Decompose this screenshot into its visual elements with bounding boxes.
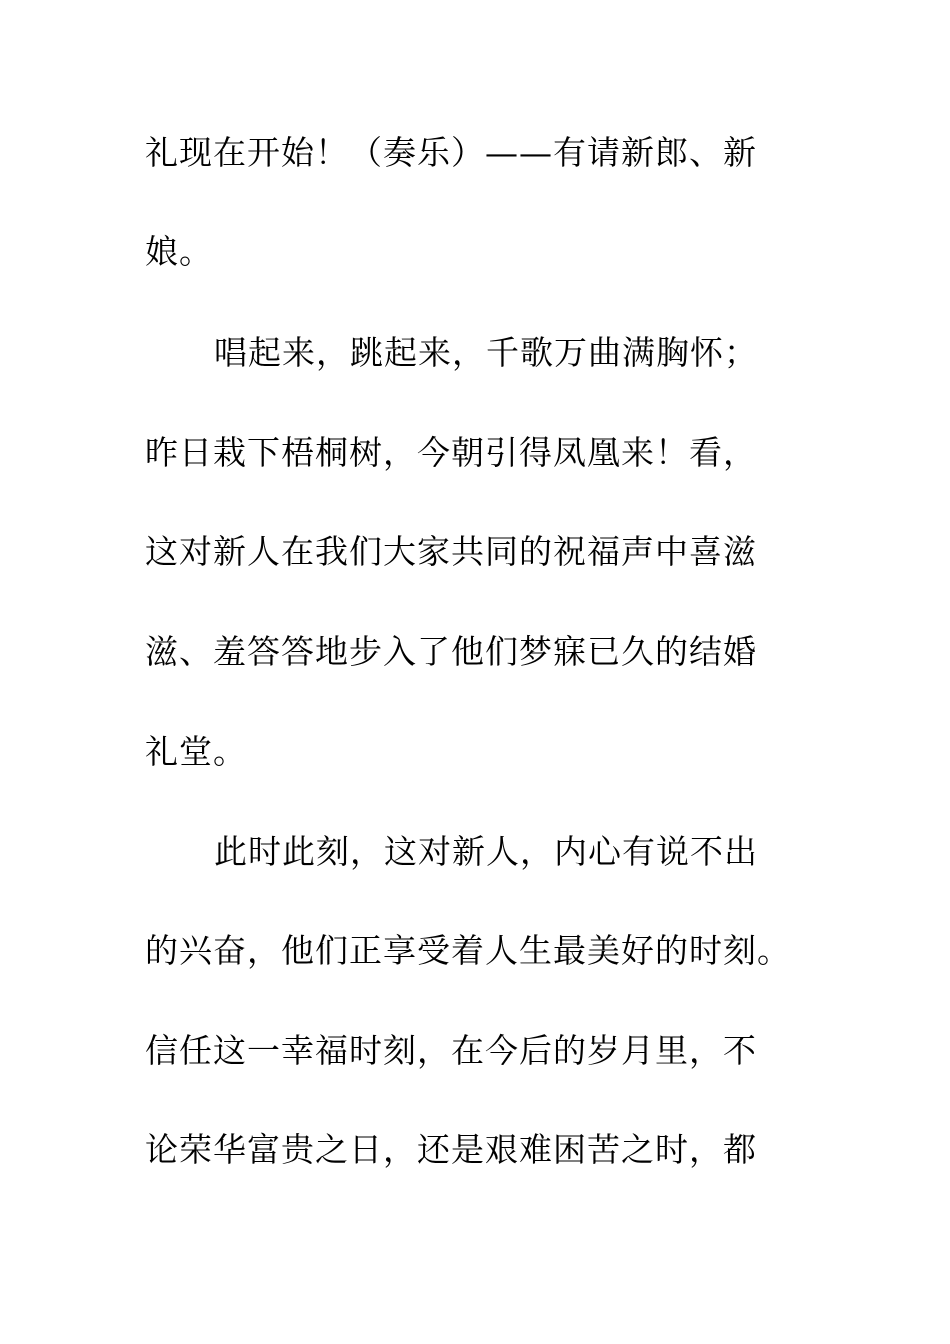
paragraph-start-line: 唱起来，跳起来，千歌万曲满胸怀； bbox=[214, 333, 758, 372]
text-line: 礼现在开始！（奏乐）——有请新郎、新 bbox=[145, 133, 757, 172]
text-line: 滋、羞答答地步入了他们梦寐已久的结婚 bbox=[145, 632, 757, 671]
paragraph-start-line: 此时此刻，这对新人，内心有说不出 bbox=[214, 832, 758, 871]
text-line: 论荣华富贵之日，还是艰难困苦之时，都 bbox=[145, 1130, 757, 1169]
text-line: 的兴奋，他们正享受着人生最美好的时刻。 bbox=[145, 931, 791, 970]
text-line: 这对新人在我们大家共同的祝福声中喜滋 bbox=[145, 532, 757, 571]
text-line: 昨日栽下梧桐树，今朝引得凤凰来！看， bbox=[145, 433, 757, 472]
text-line: 礼堂。 bbox=[145, 732, 247, 771]
text-line: 娘。 bbox=[145, 232, 213, 271]
text-line: 信任这一幸福时刻，在今后的岁月里，不 bbox=[145, 1031, 757, 1070]
